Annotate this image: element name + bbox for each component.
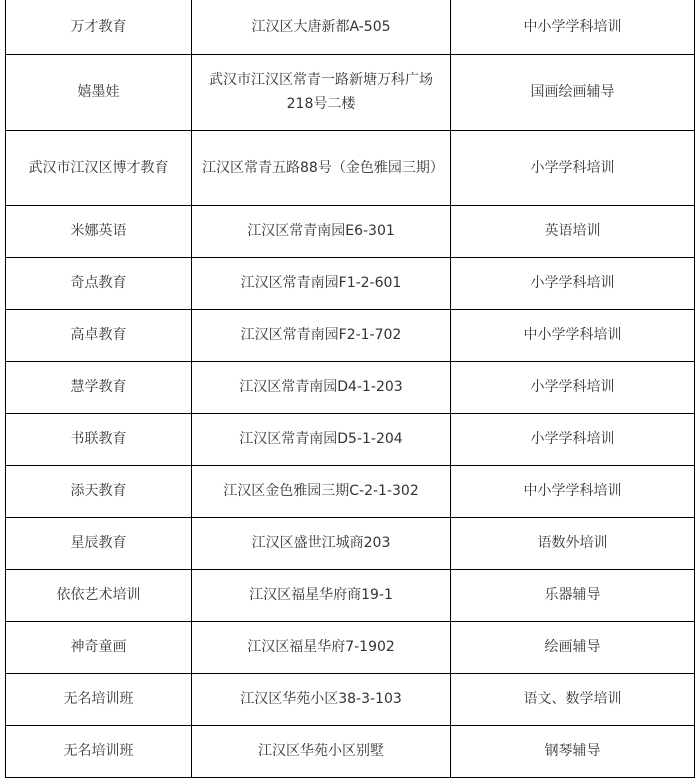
institution-type-cell: 钢琴辅导 (451, 725, 695, 777)
institution-address-cell: 江汉区常青南园D4-1-203 (192, 361, 451, 413)
table-row (6, 205, 695, 257)
institution-table-container (5, 0, 694, 778)
institution-table (5, 0, 695, 778)
table-row (6, 465, 695, 517)
institution-name-cell: 高卓教育 (6, 309, 192, 361)
institution-name-cell: 无名培训班 (6, 673, 192, 725)
institution-type-cell: 中小学学科培训 (451, 0, 695, 54)
institution-type-cell: 绘画辅导 (451, 621, 695, 673)
institution-type-cell: 小学学科培训 (451, 361, 695, 413)
institution-type-cell: 国画绘画辅导 (451, 54, 695, 130)
institution-address-cell: 江汉区华苑小区别墅 (192, 725, 451, 777)
institution-address-cell: 江汉区大唐新都A-505 (192, 0, 451, 54)
institution-name-cell: 星辰教育 (6, 517, 192, 569)
institution-address-cell: 武汉市江汉区常青一路新塘万科广场218号二楼 (192, 54, 451, 130)
institution-type-cell: 中小学学科培训 (451, 309, 695, 361)
institution-type-cell: 语数外培训 (451, 517, 695, 569)
table-row (6, 130, 695, 205)
table-row (6, 54, 695, 130)
institution-name-cell: 书联教育 (6, 413, 192, 465)
institution-name-cell: 无名培训班 (6, 725, 192, 777)
institution-type-cell: 小学学科培训 (451, 257, 695, 309)
table-row (6, 517, 695, 569)
institution-name-cell: 嬉墨娃 (6, 54, 192, 130)
institution-address-cell: 江汉区常青五路88号（金色雅园三期） (192, 130, 451, 205)
institution-address-cell: 江汉区常青南园E6-301 (192, 205, 451, 257)
institution-type-cell: 小学学科培训 (451, 130, 695, 205)
institution-type-cell: 语文、数学培训 (451, 673, 695, 725)
institution-address-cell: 江汉区常青南园D5-1-204 (192, 413, 451, 465)
institution-address-cell: 江汉区盛世江城商203 (192, 517, 451, 569)
institution-address-cell: 江汉区福星华府商19-1 (192, 569, 451, 621)
table-row (6, 309, 695, 361)
institution-name-cell: 依依艺术培训 (6, 569, 192, 621)
institution-name-cell: 慧学教育 (6, 361, 192, 413)
table-row (6, 621, 695, 673)
table-row (6, 0, 695, 54)
institution-type-cell: 英语培训 (451, 205, 695, 257)
institution-name-cell: 米娜英语 (6, 205, 192, 257)
table-row (6, 257, 695, 309)
institution-type-cell: 乐器辅导 (451, 569, 695, 621)
institution-name-cell: 奇点教育 (6, 257, 192, 309)
institution-type-cell: 中小学学科培训 (451, 465, 695, 517)
institution-name-cell: 添天教育 (6, 465, 192, 517)
institution-address-cell: 江汉区常青南园F2-1-702 (192, 309, 451, 361)
institution-address-cell: 江汉区福星华府7-1902 (192, 621, 451, 673)
table-row (6, 673, 695, 725)
institution-address-cell: 江汉区金色雅园三期C-2-1-302 (192, 465, 451, 517)
institution-name-cell: 万才教育 (6, 0, 192, 54)
institution-name-cell: 神奇童画 (6, 621, 192, 673)
institution-type-cell: 小学学科培训 (451, 413, 695, 465)
institution-address-cell: 江汉区常青南园F1-2-601 (192, 257, 451, 309)
institution-address-cell: 江汉区华苑小区38-3-103 (192, 673, 451, 725)
table-row (6, 569, 695, 621)
table-row (6, 361, 695, 413)
institution-name-cell: 武汉市江汉区博才教育 (6, 130, 192, 205)
table-row (6, 413, 695, 465)
table-row (6, 725, 695, 777)
